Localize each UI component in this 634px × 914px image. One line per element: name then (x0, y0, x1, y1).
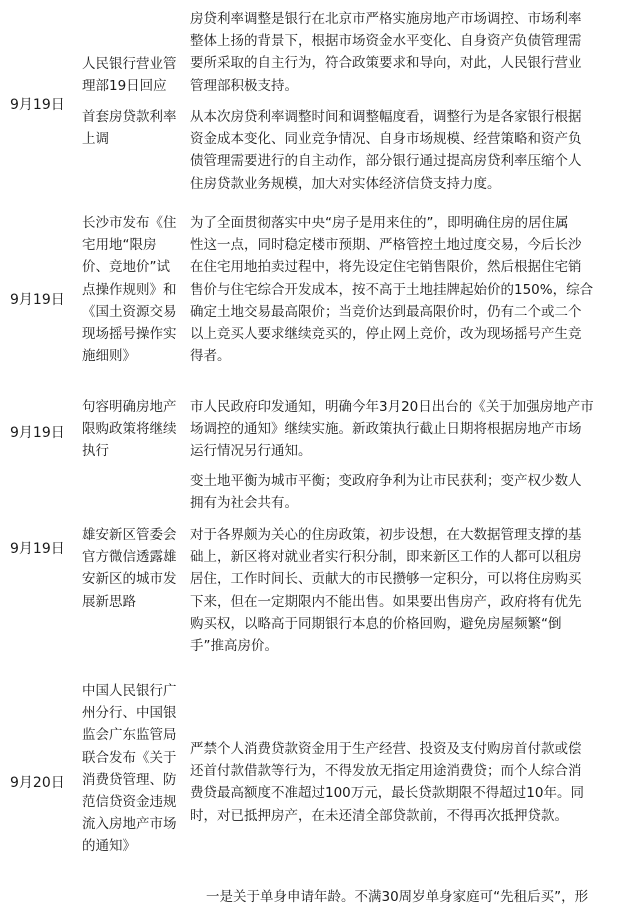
row-date: 9月19日 (10, 541, 65, 557)
row-title: 人民银行营业管 理部19日回应 (82, 56, 177, 95)
row-content: 房贷利率调整是银行在北京市严格实施房地产市场调控、市场利率 整体上扬的背景下，根据市场资金水平变化、自身资产负债管理需 要所采取的自主行为，符合政策要求和导向，对此，人民银行营业 管理部积极支持。 (190, 11, 582, 94)
row-content: 为了全面贯彻落实中央“房子是用来住的”，即明确住房的居住属 性这一点，同时稳定楼市预期、严格管控土地过度交易，今后长沙 在住宅用地拍卖过程中，将先设定住宅销售限价，然后根据住宅销 售价与住宅综合开发成本，按不高于土地挂牌起始价的150%，综合 确定土地交易最高限价；当竞价达到最高限价时，仍有二个或二个 以上竞买人要求继续竞买的，停止网上竞价，改为现场摇号产生竞 得者。 (190, 215, 594, 365)
row-title: 中国人民银行广 州分行、中国银 监会广东监管局 联合发布《关于 消费贷管理、防 范信贷资金违规 流入房地产市场 的通知》 (82, 683, 177, 855)
row-date: 9月19日 (10, 292, 65, 308)
row-content: 一是关于单身申请年龄。不满30周岁单身家庭可“先租后买”，形 (206, 889, 589, 905)
row-title: 雄安新区管委会 官方微信透露雄 安新区的城市发 展新思路 (82, 527, 177, 610)
row-content: 市人民政府印发通知，明确今年3月20日出台的《关于加强房地产市 场调控的通知》继续实施。新政策执行截止日期将根据房地产市场 运行情况另行通知。 (190, 399, 594, 460)
row-content: 从本次房贷利率调整时间和调整幅度看，调整行为是各家银行根据 资金成本变化、同业竞争情况、自身市场规模、经营策略和资产负 债管理需要进行的自主动作，部分银行通过提高房贷利率压缩个人 住房贷款业务规模，加大对实体经济信贷支持力度。 (190, 109, 582, 192)
row-content: 对于各界颇为关心的住房政策，初步设想，在大数据管理支撑的基 础上，新区将对就业者实行积分制，即来新区工作的人都可以租房 居住，工作时间长、贡献大的市民攒够一定积分，可以将住房购买 下来，但在一定期限内不能出售。如果要出售房产，政府将有优先 购买权，以略高于同期银行本息的价格回购，避免房屋频繁“倒 手”推高房价。 (190, 527, 582, 655)
row-content: 严禁个人消费贷款资金用于生产经营、投资及支付购房首付款或偿 还首付款借款等行为，不得发放无指定用途消费贷；而个人综合消 费贷最高额度不准超过100万元，最长贷款期限不得超过10年。同 时，对已抵押房产，在未还清全部贷款前，不得再次抵押贷款。 (190, 741, 584, 824)
row-title: 句容明确房地产 限购政策将继续 执行 (82, 399, 177, 460)
row-lead: 变土地平衡为城市平衡；变政府争利为让市民获利；变产权少数人 拥有为社会共有。 (190, 473, 582, 512)
row-date: 9月19日 (10, 425, 65, 441)
row-title: 首套房贷款利率 上调 (82, 109, 177, 148)
row-title: 长沙市发布《住 宅用地“限房 价、竞地价”试 点操作规则》和 《国土资源交易 现场摇号操作实 施细则》 (82, 215, 177, 365)
row-date: 9月20日 (10, 775, 65, 791)
row-date: 9月19日 (10, 97, 65, 113)
